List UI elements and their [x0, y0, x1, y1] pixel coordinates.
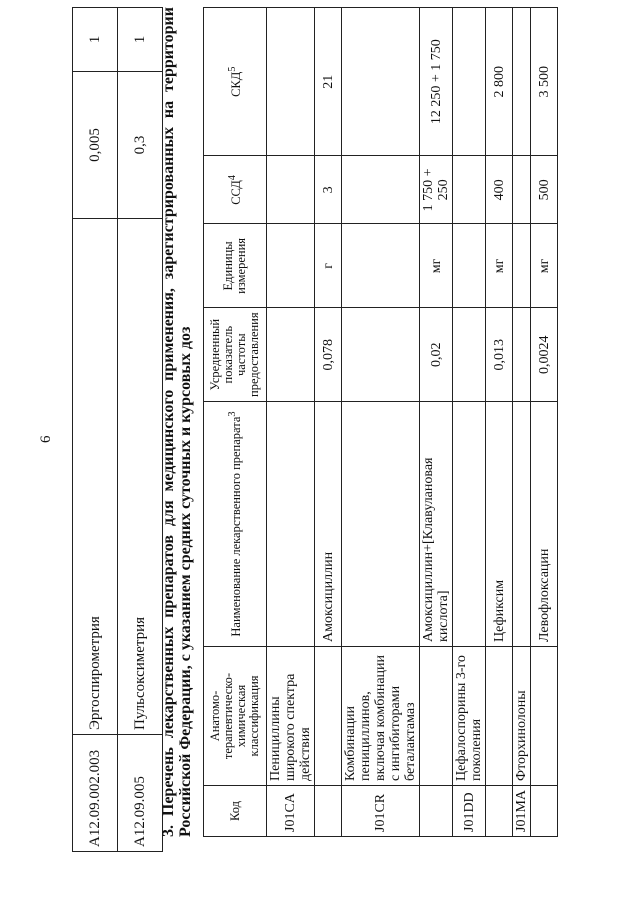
- service-name: Пульсоксиметрия: [118, 219, 163, 735]
- header-code: Код: [204, 785, 267, 836]
- header-atc: Анатомо-терапевтическо-химическая классификация: [204, 646, 267, 785]
- cell-frequency: [453, 308, 486, 402]
- cell-atc: Пенициллины широкого спектра действия: [267, 646, 315, 785]
- table-row: [453, 8, 486, 837]
- table-header-row: [204, 8, 267, 837]
- cell-ssd: [267, 156, 315, 224]
- table-row: [420, 8, 453, 837]
- cell-drug-name: Амоксициллин+[Клавулановая кислота]: [420, 401, 453, 646]
- header-skd: [204, 8, 267, 156]
- cell-code: [315, 785, 342, 836]
- page-number: 6: [38, 435, 54, 443]
- service-name: Эргоспирометрия: [73, 219, 118, 735]
- cell-frequency: 0,02: [420, 308, 453, 402]
- cell-frequency: 0,078: [315, 308, 342, 402]
- service-multiplicity: 1: [73, 8, 118, 72]
- cell-frequency: 0,013: [486, 308, 513, 402]
- cell-skd: 3 500: [531, 8, 558, 156]
- header-skd-text: СКД: [229, 71, 244, 97]
- service-frequency: 0,005: [73, 72, 118, 219]
- cell-atc: [486, 646, 513, 785]
- cell-frequency: [342, 308, 420, 402]
- cell-ssd: [513, 156, 531, 224]
- cell-ssd: [453, 156, 486, 224]
- cell-ssd: 1 750 + 250: [420, 156, 453, 224]
- service-multiplicity: 1: [118, 8, 163, 72]
- table-row: [486, 8, 513, 837]
- cell-unit: [513, 224, 531, 308]
- cell-code: [486, 785, 513, 836]
- cell-frequency: [513, 308, 531, 402]
- cell-unit: [453, 224, 486, 308]
- table-row: [118, 8, 163, 852]
- cell-drug-name: [453, 401, 486, 646]
- header-drug-name: [204, 401, 267, 646]
- service-code: A12.09.005: [118, 735, 163, 852]
- header-drug-name-text: Наименование лекарственного препарата: [229, 416, 244, 637]
- cell-atc: Цефалоспорины 3-го поколения: [453, 646, 486, 785]
- header-unit: Единицы измерения: [204, 224, 267, 308]
- cell-drug-name: Цефиксим: [486, 401, 513, 646]
- footnote-mark: 5: [227, 66, 239, 72]
- cell-drug-name: Левофлоксацин: [531, 401, 558, 646]
- cell-atc: [315, 646, 342, 785]
- cell-ssd: [342, 156, 420, 224]
- table-row: [342, 8, 420, 837]
- cell-skd: 2 800: [486, 8, 513, 156]
- cell-code: [531, 785, 558, 836]
- cell-atc: Комбинации пенициллинов, включая комбинации с ингибиторами беталактамаз: [342, 646, 420, 785]
- cell-ssd: 500: [531, 156, 558, 224]
- table-row: [315, 8, 342, 837]
- cell-atc: [420, 646, 453, 785]
- cell-skd: 12 250 + 1 750: [420, 8, 453, 156]
- cell-skd: [267, 8, 315, 156]
- service-code: A12.09.002.003: [73, 735, 118, 852]
- footnote-mark: 3: [227, 411, 239, 417]
- cell-unit: [267, 224, 315, 308]
- cell-skd: [513, 8, 531, 156]
- cell-code: J01CR: [342, 785, 420, 836]
- table-row: [73, 8, 118, 852]
- cell-atc: Фторхинолоны: [513, 646, 531, 785]
- cell-ssd: 400: [486, 156, 513, 224]
- cell-ssd: 3: [315, 156, 342, 224]
- table-row: [267, 8, 315, 837]
- table-row: [531, 8, 558, 837]
- cell-unit: г: [315, 224, 342, 308]
- section-heading: 3. Перечень лекарственных препаратов для медицинского применения, зарегистрированных на территории Российской Федерации, с указанием средних суточных и курсовых доз: [160, 7, 194, 837]
- cell-atc: [531, 646, 558, 785]
- header-frequency: Усредненный показатель частоты предоставления: [204, 308, 267, 402]
- header-ssd-text: ССД: [229, 180, 244, 205]
- header-ssd: [204, 156, 267, 224]
- cell-drug-name: [513, 401, 531, 646]
- cell-unit: [342, 224, 420, 308]
- cell-frequency: [267, 308, 315, 402]
- cell-code: J01DD: [453, 785, 486, 836]
- service-frequency: 0,3: [118, 72, 163, 219]
- cell-skd: 21: [315, 8, 342, 156]
- cell-code: J01CA: [267, 785, 315, 836]
- drug-table: [203, 7, 558, 837]
- table-row: [513, 8, 531, 837]
- services-table: [72, 7, 163, 852]
- cell-skd: [342, 8, 420, 156]
- cell-unit: мг: [420, 224, 453, 308]
- cell-frequency: 0,0024: [531, 308, 558, 402]
- cell-code: J01MA: [513, 785, 531, 836]
- cell-skd: [453, 8, 486, 156]
- cell-code: [420, 785, 453, 836]
- footnote-mark: 4: [227, 175, 239, 181]
- cell-drug-name: [267, 401, 315, 646]
- cell-drug-name: Амоксициллин: [315, 401, 342, 646]
- cell-unit: мг: [486, 224, 513, 308]
- cell-drug-name: [342, 401, 420, 646]
- cell-unit: мг: [531, 224, 558, 308]
